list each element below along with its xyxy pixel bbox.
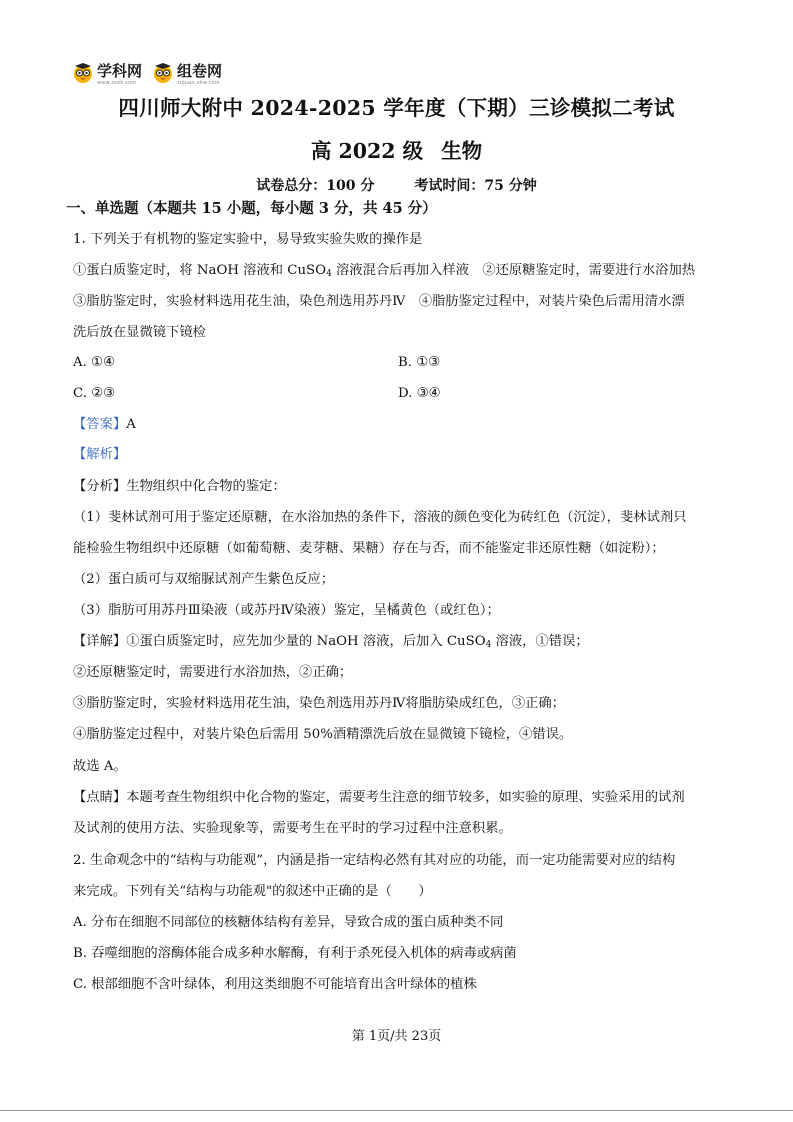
q1-note: 及试剂的使用方法、实验现象等，需要考生在平时的学习过程中注意积累。 [73, 821, 512, 836]
analysis-tag: 【解析】 [73, 447, 127, 462]
q1-detail: ④脂肪鉴定过程中，对装片染色后需用 50%酒精漂洗后放在显微镜下镜检，④错误。 [73, 727, 573, 742]
q1-detail: ②还原糖鉴定时，需要进行水浴加热，②正确； [73, 665, 353, 680]
q1-analysis-point: （2）蛋白质可与双缩脲试剂产生紫色反应； [73, 572, 335, 587]
q1-analysis-point: 能检验生物组织中还原糖（如葡萄糖、麦芽糖、果糖）存在与否，而不能鉴定非还原性糖（如淀粉）； [73, 541, 665, 556]
subject-label: 生物 [441, 139, 483, 163]
q1-analysis-point: （1）斐林试剂可用于鉴定还原糖，在水浴加热的条件下，溶液的颜色变化为砖红色（沉淀），斐林试剂只 [73, 510, 687, 525]
q1-statement: 洗后放在显微镜下镜检 [73, 325, 206, 340]
q2-stem: 来完成。下列有关“结构与功能观"的叙述中正确的是（ ） [73, 884, 432, 899]
exam-time: 考试时间：75 分钟 [414, 178, 537, 194]
q1-option-b: B. ①③ [398, 355, 441, 370]
xuekewang-logo [72, 61, 142, 86]
q1-detail: 【详解】①蛋白质鉴定时，应先加少量的 NaOH 溶液，后加入 CuSO$_4$ 溶液，①错误； [73, 634, 589, 650]
logo-name: 组卷网 [177, 61, 223, 80]
q1-option-d: D. ③④ [398, 386, 441, 401]
q2-option-a: A. 分布在细胞不同部位的核糖体结构有差异，导致合成的蛋白质种类不同 [73, 915, 504, 930]
q1-detail: ③脂肪鉴定时，实验材料选用花生油，染色剂选用苏丹Ⅳ将脂肪染成红色，③正确； [73, 696, 565, 711]
page-bottom-rule [0, 1110, 793, 1111]
q1-conclusion: 故选 A。 [73, 759, 127, 774]
q1-analysis: 【分析】生物组织中化合物的鉴定： [73, 479, 286, 494]
logo-bar [72, 58, 222, 88]
exam-meta [0, 175, 793, 195]
logo-url: zujuan.xkw.com [177, 79, 220, 86]
q1-statement: ③脂肪鉴定时，实验材料选用花生油，染色剂选用苏丹Ⅳ ④脂肪鉴定过程中，对装片染色后需用清水漂 [73, 294, 685, 309]
q1-option-c: C. ②③ [73, 386, 115, 401]
zujuanwang-logo [152, 61, 222, 86]
q1-answer [73, 416, 136, 434]
owl-logo-icon [72, 62, 94, 84]
total-score: 试卷总分：100 分 [256, 178, 375, 194]
q2-option-b: B. 吞噬细胞的溶酶体能合成多种水解酶，有利于杀死侵入机体的病毒或病菌 [73, 946, 517, 961]
page-number: 第 1页/共 23页 [351, 1029, 442, 1044]
exam-subtitle [0, 134, 793, 164]
q1-analysis-point: （3）脂肪可用苏丹Ⅲ染液（或苏丹Ⅳ染液）鉴定，呈橘黄色（或红色）； [73, 603, 500, 618]
logo-url: www.zxxk.com [97, 79, 137, 86]
exam-title: 四川师大附中 2024-2025 学年度（下期）三诊模拟二考试 [118, 96, 675, 120]
q1-statement: ①蛋白质鉴定时，将 NaOH 溶液和 CuSO$_4$ 溶液混合后再加入样液 ②还原糖鉴定时，需要进行水浴加热 [73, 263, 696, 279]
answer-tag: 【答案】 [73, 417, 127, 432]
q1-note: 【点睛】本题考查生物组织中化合物的鉴定，需要考生注意的细节较多，如实验的原理、实验采用的试剂 [73, 790, 685, 805]
q2-stem: 2. 生命观念中的“结构与功能观”，内涵是指一定结构必然有其对应的功能，而一定功能需要对应的结构 [73, 853, 676, 868]
answer-value: A [126, 417, 136, 432]
q1-option-a: A. ①④ [73, 355, 115, 370]
grade-label: 高 2022 级 [310, 139, 424, 163]
logo-name: 学科网 [97, 61, 143, 80]
q2-option-c: C. 根部细胞不含叶绿体，利用这类细胞不可能培育出含叶绿体的植株 [73, 977, 477, 992]
q1-stem: 1. 下列关于有机物的鉴定实验中，易导致实验失败的操作是 [73, 232, 423, 247]
owl-logo-icon [152, 62, 174, 84]
section-heading: 一、单选题（本题共 15 小题，每小题 3 分，共 45 分） [66, 200, 437, 217]
